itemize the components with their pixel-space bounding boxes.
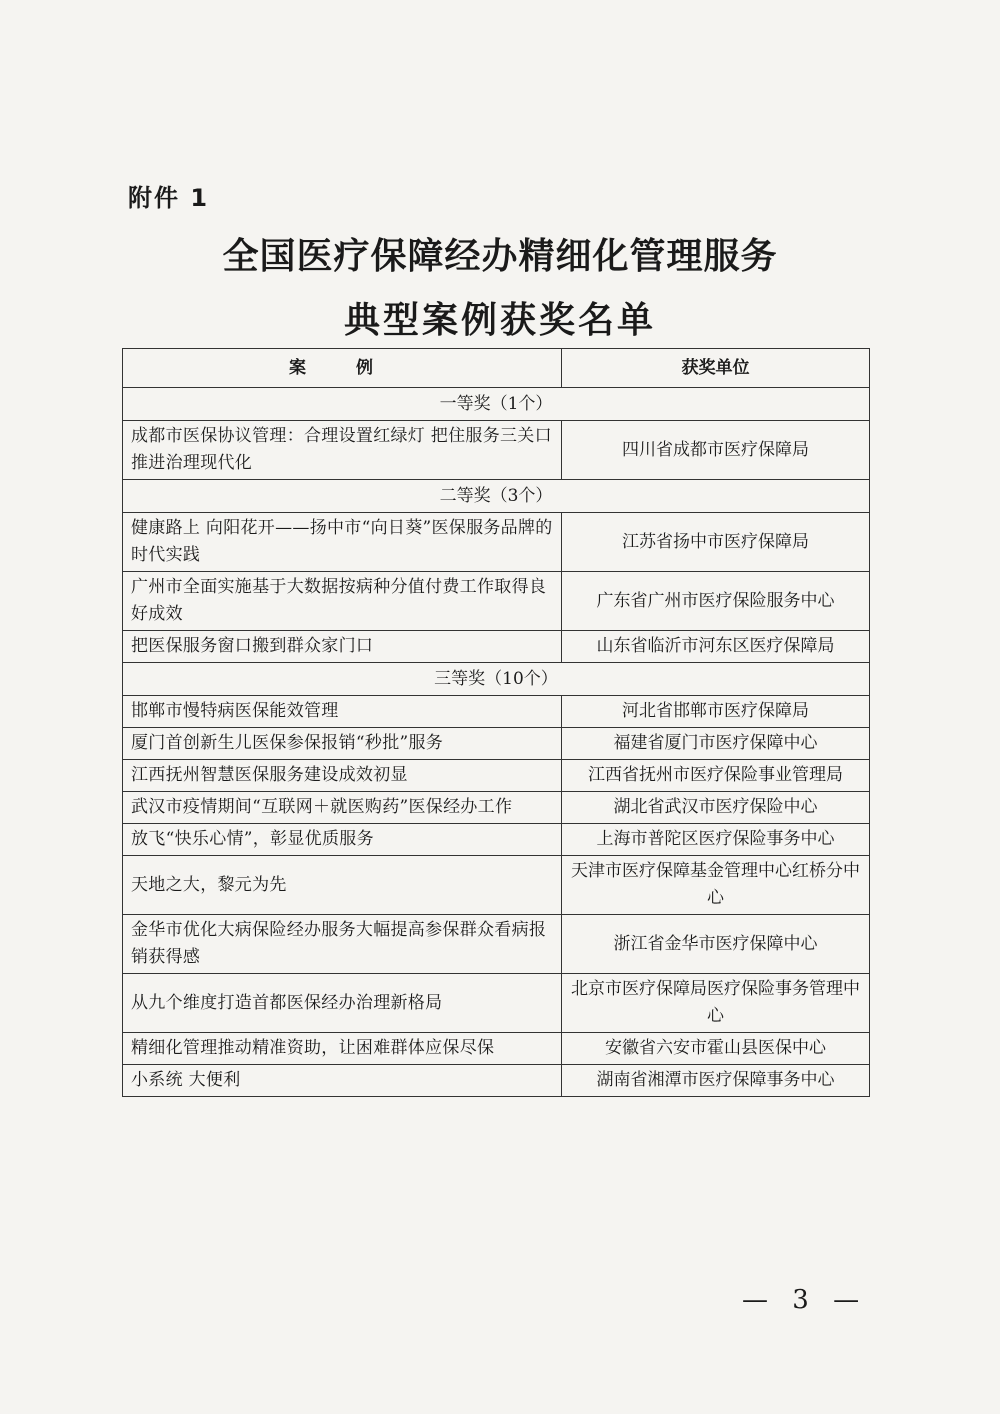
case-cell: 厦门首创新生儿医保参保报销“秒批”服务 <box>123 728 562 760</box>
award-unit-cell: 江苏省扬中市医疗保障局 <box>562 513 870 572</box>
prize-group-row <box>123 480 870 513</box>
case-cell: 放飞“快乐心情”，彰显优质服务 <box>123 824 562 856</box>
attachment-label: 附件 1 <box>128 184 210 212</box>
prize-group-row <box>123 388 870 421</box>
table-row <box>123 696 870 728</box>
awards-table-body <box>123 388 870 1097</box>
award-unit-cell: 河北省邯郸市医疗保障局 <box>562 696 870 728</box>
table-row <box>123 856 870 915</box>
award-unit-cell: 四川省成都市医疗保障局 <box>562 421 870 480</box>
prize-group-label: 一等奖（1个） <box>123 388 870 421</box>
page-number: — 3 — <box>742 1285 868 1315</box>
award-unit-cell: 安徽省六安市霍山县医保中心 <box>562 1033 870 1065</box>
award-unit-cell: 湖南省湘潭市医疗保障事务中心 <box>562 1065 870 1097</box>
document-title-line2: 典型案例获奖名单 <box>343 300 656 341</box>
header-case: 案 例 <box>123 349 562 388</box>
prize-group-label: 三等奖（10个） <box>123 663 870 696</box>
table-row <box>123 572 870 631</box>
document-title-line1: 全国医疗保障经办精细化管理服务 <box>222 236 778 277</box>
table-row <box>123 760 870 792</box>
case-cell: 金华市优化大病保险经办服务大幅提高参保群众看病报销获得感 <box>123 915 562 974</box>
award-unit-cell: 广东省广州市医疗保险服务中心 <box>562 572 870 631</box>
table-row <box>123 1033 870 1065</box>
awards-table <box>122 348 870 1097</box>
award-unit-cell: 福建省厦门市医疗保障中心 <box>562 728 870 760</box>
case-cell: 把医保服务窗口搬到群众家门口 <box>123 631 562 663</box>
prize-group-row <box>123 663 870 696</box>
case-cell: 天地之大，黎元为先 <box>123 856 562 915</box>
table-row <box>123 915 870 974</box>
case-cell: 武汉市疫情期间“互联网＋就医购药”医保经办工作 <box>123 792 562 824</box>
award-unit-cell: 北京市医疗保障局医疗保险事务管理中心 <box>562 974 870 1033</box>
case-cell: 从九个维度打造首都医保经办治理新格局 <box>123 974 562 1033</box>
table-row <box>123 728 870 760</box>
award-unit-cell: 浙江省金华市医疗保障中心 <box>562 915 870 974</box>
table-row <box>123 974 870 1033</box>
case-cell: 精细化管理推动精准资助，让困难群体应保尽保 <box>123 1033 562 1065</box>
table-row <box>123 792 870 824</box>
award-unit-cell: 上海市普陀区医疗保险事务中心 <box>562 824 870 856</box>
case-cell: 健康路上 向阳花开——扬中市“向日葵”医保服务品牌的时代实践 <box>123 513 562 572</box>
award-unit-cell: 湖北省武汉市医疗保险中心 <box>562 792 870 824</box>
table-row <box>123 1065 870 1097</box>
award-unit-cell: 天津市医疗保障基金管理中心红桥分中心 <box>562 856 870 915</box>
case-cell: 江西抚州智慧医保服务建设成效初显 <box>123 760 562 792</box>
prize-group-label: 二等奖（3个） <box>123 480 870 513</box>
table-row <box>123 513 870 572</box>
award-unit-cell: 山东省临沂市河东区医疗保障局 <box>562 631 870 663</box>
case-cell: 广州市全面实施基于大数据按病种分值付费工作取得良好成效 <box>123 572 562 631</box>
table-row <box>123 631 870 663</box>
award-unit-cell: 江西省抚州市医疗保险事业管理局 <box>562 760 870 792</box>
case-cell: 成都市医保协议管理：合理设置红绿灯 把住服务三关口 推进治理现代化 <box>123 421 562 480</box>
header-unit: 获奖单位 <box>562 349 870 388</box>
table-row <box>123 824 870 856</box>
table-row <box>123 421 870 480</box>
case-cell: 邯郸市慢特病医保能效管理 <box>123 696 562 728</box>
case-cell: 小系统 大便利 <box>123 1065 562 1097</box>
table-header-row <box>123 349 870 388</box>
